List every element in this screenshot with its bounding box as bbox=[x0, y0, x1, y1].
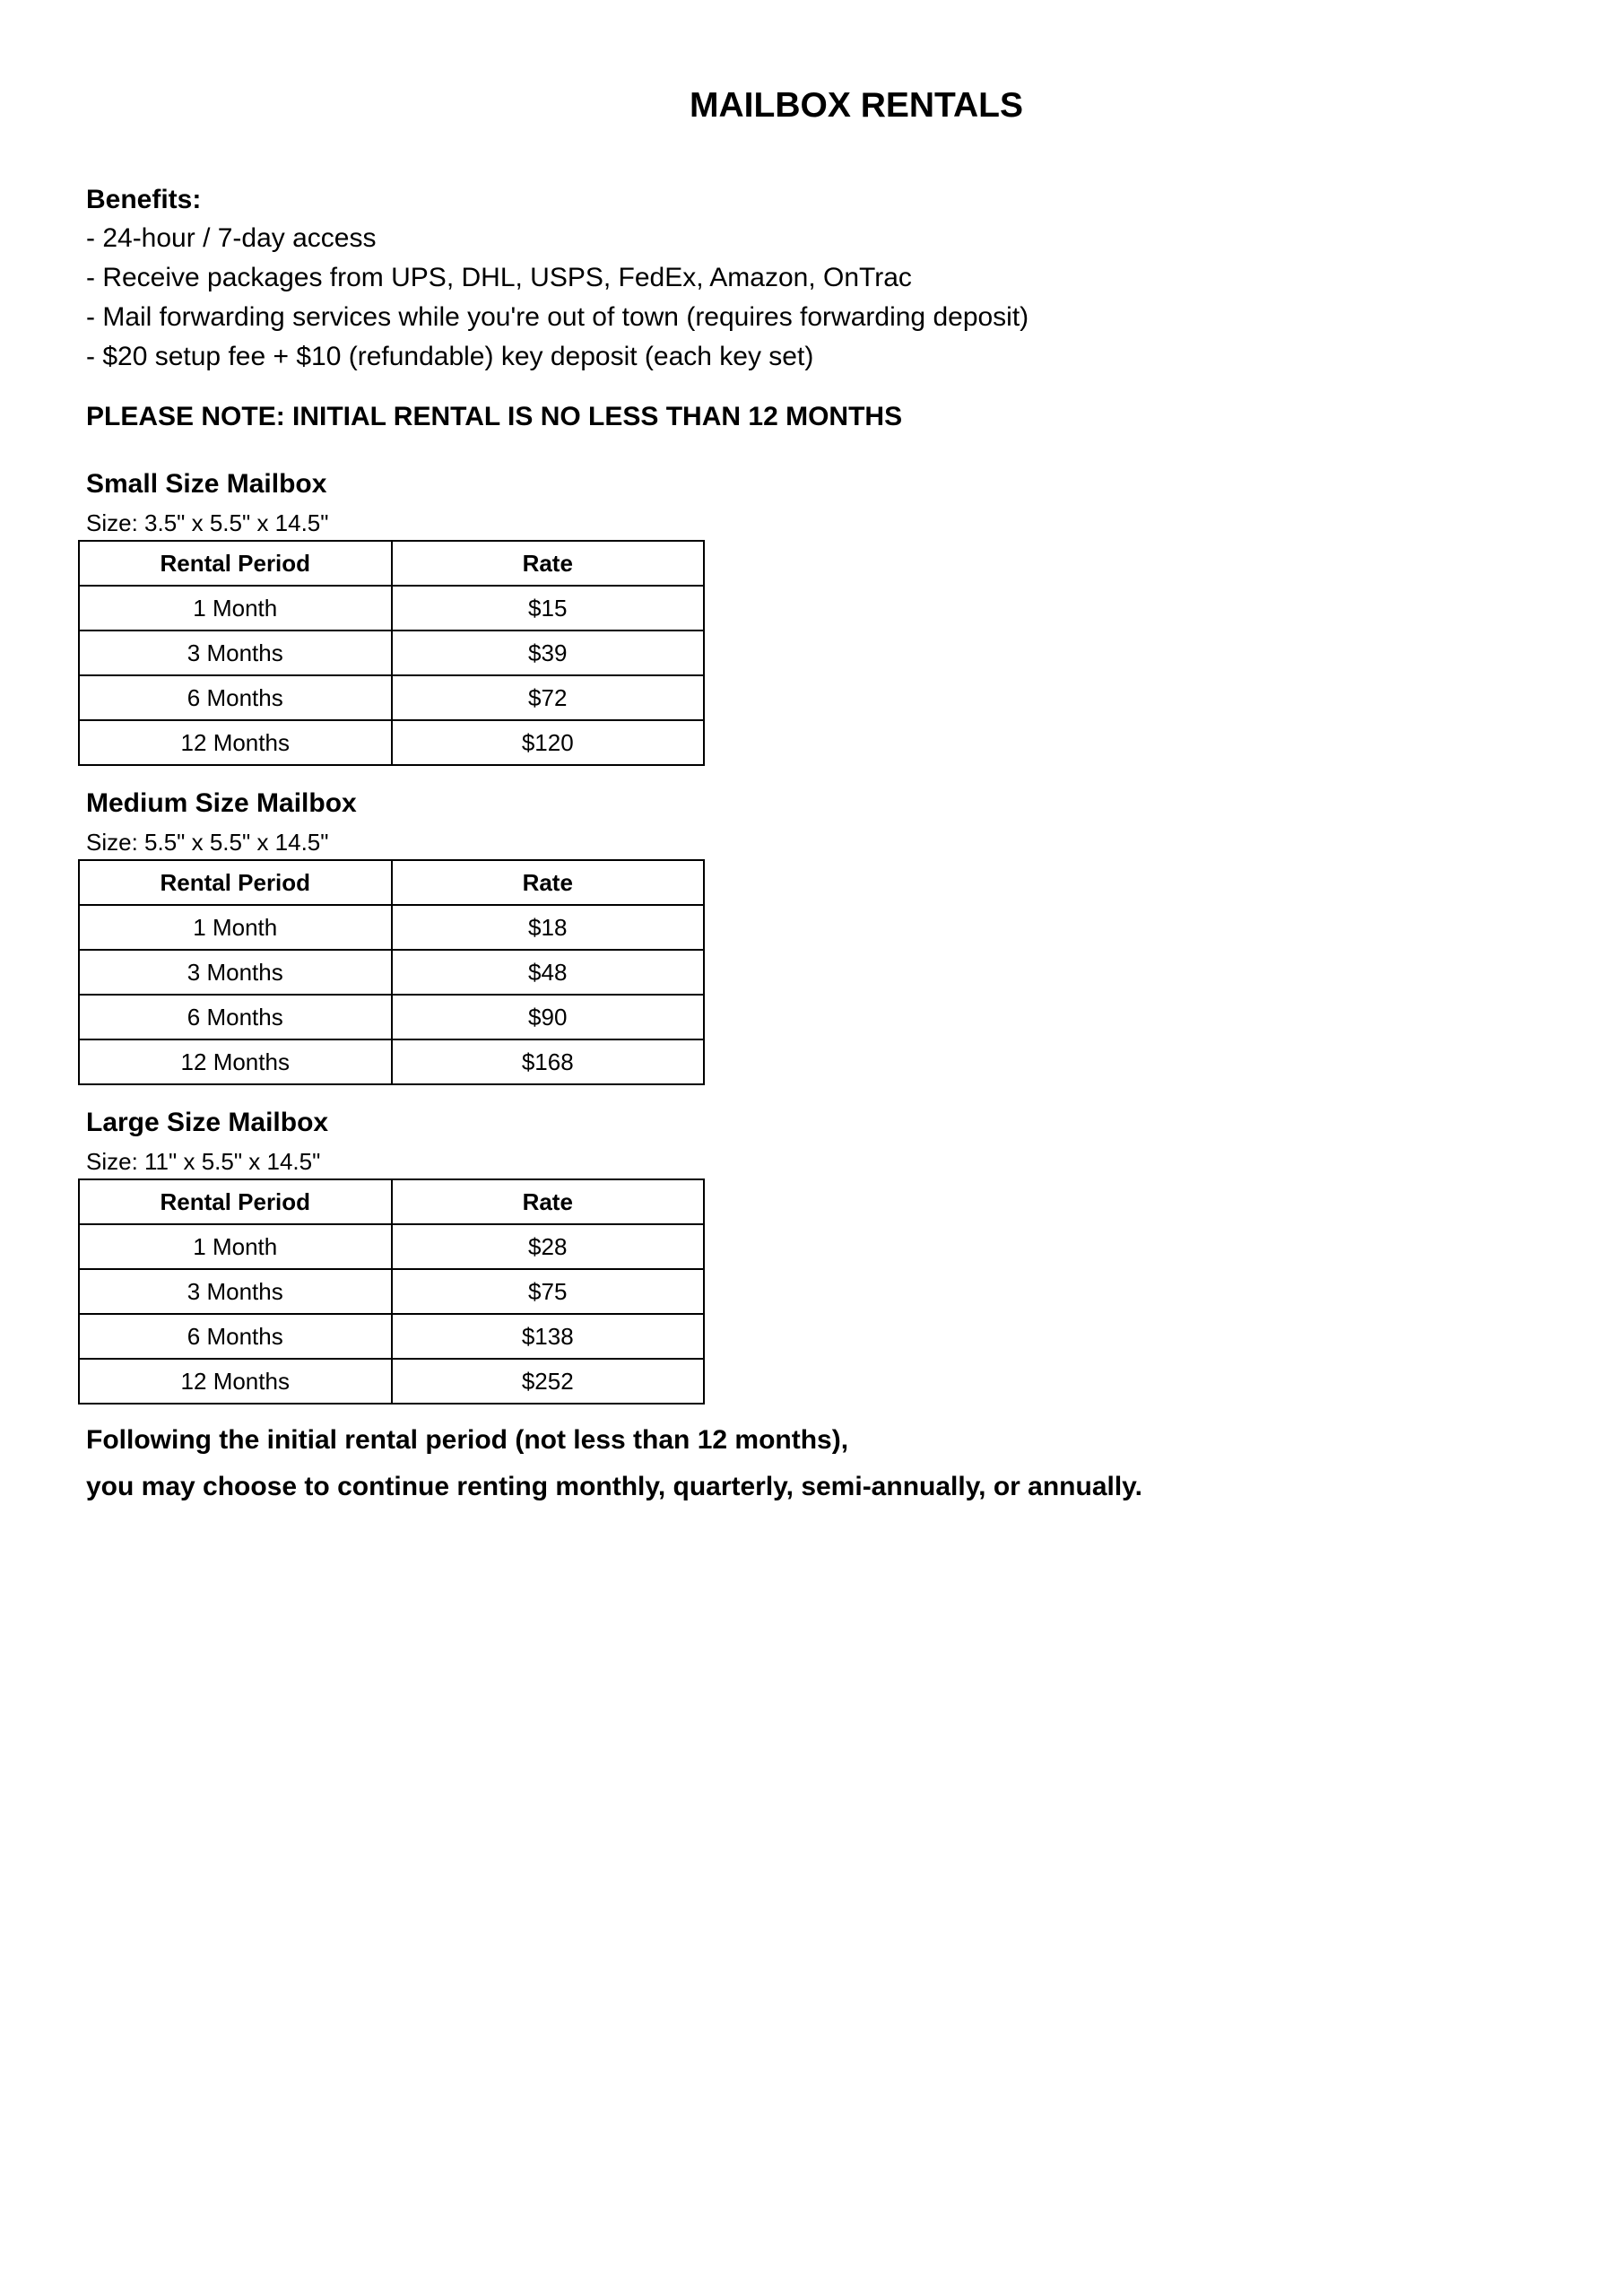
footer-line: Following the initial rental period (not less than 12 months), bbox=[86, 1425, 849, 1455]
medium-mailbox-section bbox=[86, 786, 1521, 1085]
benefit-item: - Mail forwarding services while you're out of town (requires forwarding deposit) bbox=[86, 302, 1029, 332]
period-cell: 1 Month bbox=[79, 586, 392, 631]
period-cell: 12 Months bbox=[79, 1359, 392, 1404]
table-row bbox=[79, 1039, 704, 1084]
rate-cell: $90 bbox=[392, 995, 705, 1039]
rental-minimum-note: PLEASE NOTE: INITIAL RENTAL IS NO LESS THAN 12 MONTHS bbox=[86, 402, 903, 431]
table-row bbox=[79, 1314, 704, 1359]
period-cell: 1 Month bbox=[79, 905, 392, 950]
rate-cell: $252 bbox=[392, 1359, 705, 1404]
footer-line: you may choose to continue renting monthly, quarterly, semi-annually, or annually. bbox=[86, 1472, 1142, 1501]
benefit-item: - Receive packages from UPS, DHL, USPS, FedEx, Amazon, OnTrac bbox=[86, 263, 912, 292]
rate-cell: $75 bbox=[392, 1269, 705, 1314]
table-row bbox=[79, 720, 704, 765]
column-header-rate: Rate bbox=[392, 1179, 705, 1224]
section-size: Size: 11" x 5.5" x 14.5" bbox=[86, 1148, 321, 1175]
column-header-period: Rental Period bbox=[79, 860, 392, 905]
period-cell: 6 Months bbox=[79, 995, 392, 1039]
table-header-row bbox=[79, 1179, 704, 1224]
table-row bbox=[79, 950, 704, 995]
period-cell: 6 Months bbox=[79, 675, 392, 720]
column-header-period: Rental Period bbox=[79, 1179, 392, 1224]
rate-cell: $15 bbox=[392, 586, 705, 631]
document-body bbox=[86, 181, 1521, 1510]
table-row bbox=[79, 905, 704, 950]
footer-note bbox=[86, 1417, 1521, 1510]
large-mailbox-section bbox=[86, 1105, 1521, 1405]
table-row bbox=[79, 1269, 704, 1314]
period-cell: 3 Months bbox=[79, 631, 392, 675]
column-header-rate: Rate bbox=[392, 860, 705, 905]
small-mailbox-section bbox=[86, 466, 1521, 766]
rate-cell: $138 bbox=[392, 1314, 705, 1359]
benefits-block bbox=[86, 181, 1521, 377]
rate-cell: $168 bbox=[392, 1039, 705, 1084]
period-cell: 6 Months bbox=[79, 1314, 392, 1359]
period-cell: 3 Months bbox=[79, 1269, 392, 1314]
table-header-row bbox=[79, 860, 704, 905]
table-row bbox=[79, 995, 704, 1039]
period-cell: 1 Month bbox=[79, 1224, 392, 1269]
period-cell: 3 Months bbox=[79, 950, 392, 995]
rate-cell: $120 bbox=[392, 720, 705, 765]
section-title: Large Size Mailbox bbox=[86, 1108, 329, 1137]
section-title: Small Size Mailbox bbox=[86, 469, 327, 499]
table-row bbox=[79, 631, 704, 675]
rate-cell: $39 bbox=[392, 631, 705, 675]
table-row bbox=[79, 1224, 704, 1269]
rate-cell: $18 bbox=[392, 905, 705, 950]
rate-table bbox=[78, 859, 705, 1085]
section-title: Medium Size Mailbox bbox=[86, 788, 357, 818]
page-title: MAILBOX RENTALS bbox=[690, 86, 1023, 125]
table-row bbox=[79, 586, 704, 631]
rate-table bbox=[78, 540, 705, 766]
column-header-rate: Rate bbox=[392, 541, 705, 586]
benefit-item: - $20 setup fee + $10 (refundable) key deposit (each key set) bbox=[86, 342, 814, 371]
table-header-row bbox=[79, 541, 704, 586]
benefit-item: - 24-hour / 7-day access bbox=[86, 223, 377, 253]
rate-table bbox=[78, 1178, 705, 1405]
section-size: Size: 5.5" x 5.5" x 14.5" bbox=[86, 829, 329, 856]
column-header-period: Rental Period bbox=[79, 541, 392, 586]
table-row bbox=[79, 675, 704, 720]
period-cell: 12 Months bbox=[79, 720, 392, 765]
section-size: Size: 3.5" x 5.5" x 14.5" bbox=[86, 509, 329, 536]
rate-cell: $28 bbox=[392, 1224, 705, 1269]
period-cell: 12 Months bbox=[79, 1039, 392, 1084]
table-row bbox=[79, 1359, 704, 1404]
rate-cell: $48 bbox=[392, 950, 705, 995]
benefits-heading: Benefits: bbox=[86, 185, 202, 214]
rate-cell: $72 bbox=[392, 675, 705, 720]
